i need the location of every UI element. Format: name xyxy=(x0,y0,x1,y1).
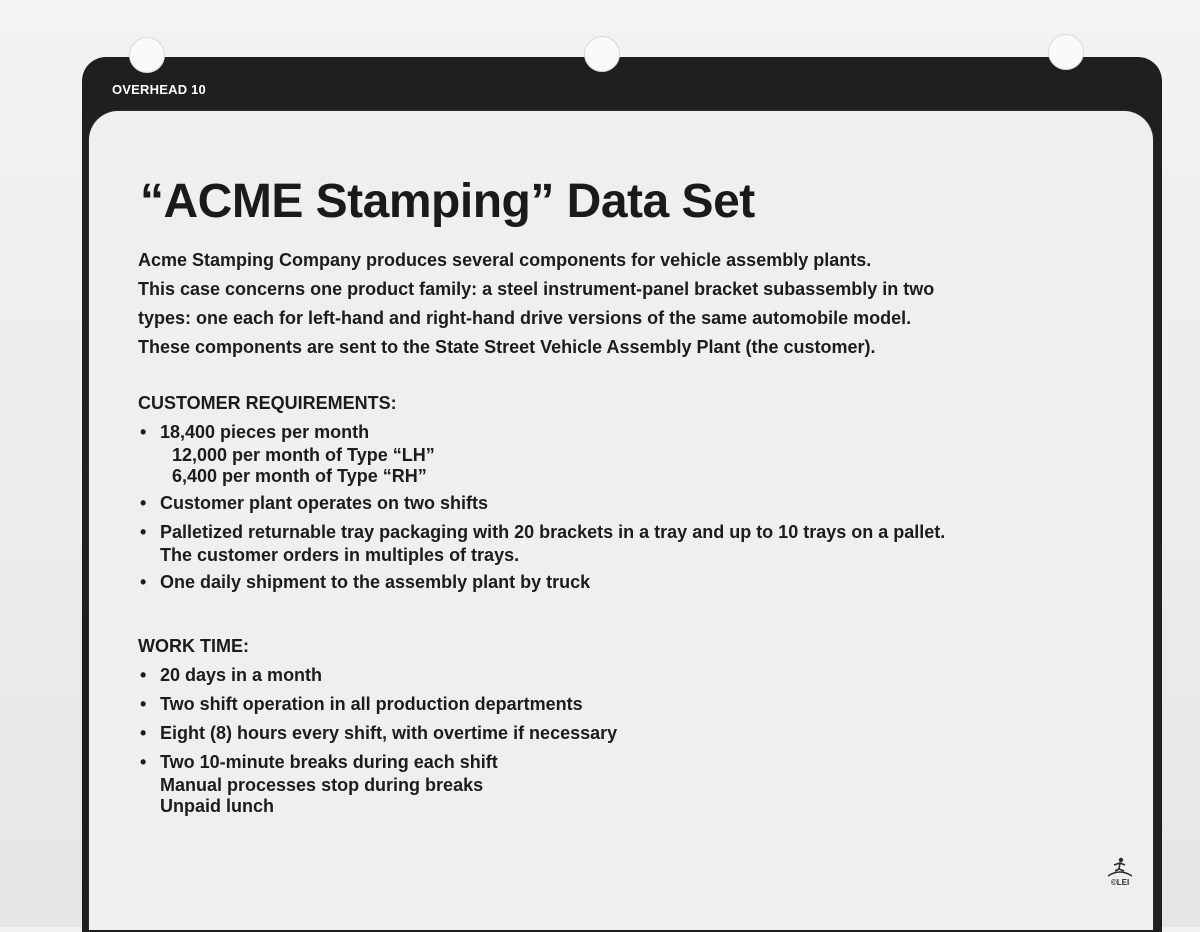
customer-requirements-list xyxy=(138,418,1128,597)
lei-runner-icon xyxy=(1105,856,1135,878)
list-item xyxy=(138,690,1128,719)
bullet-icon: • xyxy=(140,752,147,772)
intro-line: These components are sent to the State Street Vehicle Assembly Plant (the customer). xyxy=(138,337,876,357)
list-item-text: One daily shipment to the assembly plant by truck xyxy=(160,572,591,592)
work-time-list xyxy=(138,661,1128,819)
list-item-text: Eight (8) hours every shift, with overtime if necessary xyxy=(160,723,618,743)
list-item-subtext: 12,000 per month of Type “LH” xyxy=(172,445,435,465)
intro-line: types: one each for left-hand and right-hand drive versions of the same automobile model. xyxy=(138,308,912,328)
binder-hole-left xyxy=(129,37,165,73)
slide-content xyxy=(138,172,1128,819)
list-item-text: 18,400 pieces per month xyxy=(160,422,370,442)
bullet-icon: • xyxy=(140,493,147,513)
list-item xyxy=(138,719,1128,748)
binder-hole-right xyxy=(1048,34,1084,70)
list-item xyxy=(138,568,1128,597)
list-item xyxy=(138,518,1128,568)
overhead-label: OVERHEAD 10 xyxy=(112,82,206,97)
list-item xyxy=(138,661,1128,690)
page-title: “ACME Stamping” Data Set xyxy=(140,175,755,228)
list-item xyxy=(138,489,1128,518)
list-item-subtext: Manual processes stop during breaks xyxy=(160,775,484,795)
lei-logo xyxy=(1100,856,1140,892)
intro-paragraph xyxy=(138,246,1128,362)
work-time-heading: WORK TIME: xyxy=(138,636,249,656)
bullet-icon: • xyxy=(140,572,147,592)
lei-logo-text: ©LEI xyxy=(1110,878,1130,887)
list-item-text: Two shift operation in all production departments xyxy=(160,694,583,714)
list-item-text: 20 days in a month xyxy=(160,665,323,685)
list-item-text: Customer plant operates on two shifts xyxy=(160,493,489,513)
bullet-icon: • xyxy=(140,422,147,442)
intro-line: This case concerns one product family: a steel instrument-panel bracket subassembly in two xyxy=(138,279,935,299)
list-item-subtext: Unpaid lunch xyxy=(160,796,274,816)
binder-hole-center xyxy=(584,36,620,72)
bullet-icon: • xyxy=(140,665,147,685)
bullet-icon: • xyxy=(140,694,147,714)
intro-line: Acme Stamping Company produces several components for vehicle assembly plants. xyxy=(138,250,872,270)
list-item-text: Two 10-minute breaks during each shift xyxy=(160,752,498,772)
bullet-icon: • xyxy=(140,723,147,743)
list-item xyxy=(138,748,1128,819)
list-item-subtext: 6,400 per month of Type “RH” xyxy=(172,466,427,486)
bullet-icon: • xyxy=(140,522,147,542)
list-item-subtext: The customer orders in multiples of trays. xyxy=(160,545,520,565)
list-item xyxy=(138,418,1128,489)
list-item-text: Palletized returnable tray packaging with 20 brackets in a tray and up to 10 trays on a pallet. xyxy=(160,522,946,542)
customer-requirements-heading: CUSTOMER REQUIREMENTS: xyxy=(138,393,397,413)
